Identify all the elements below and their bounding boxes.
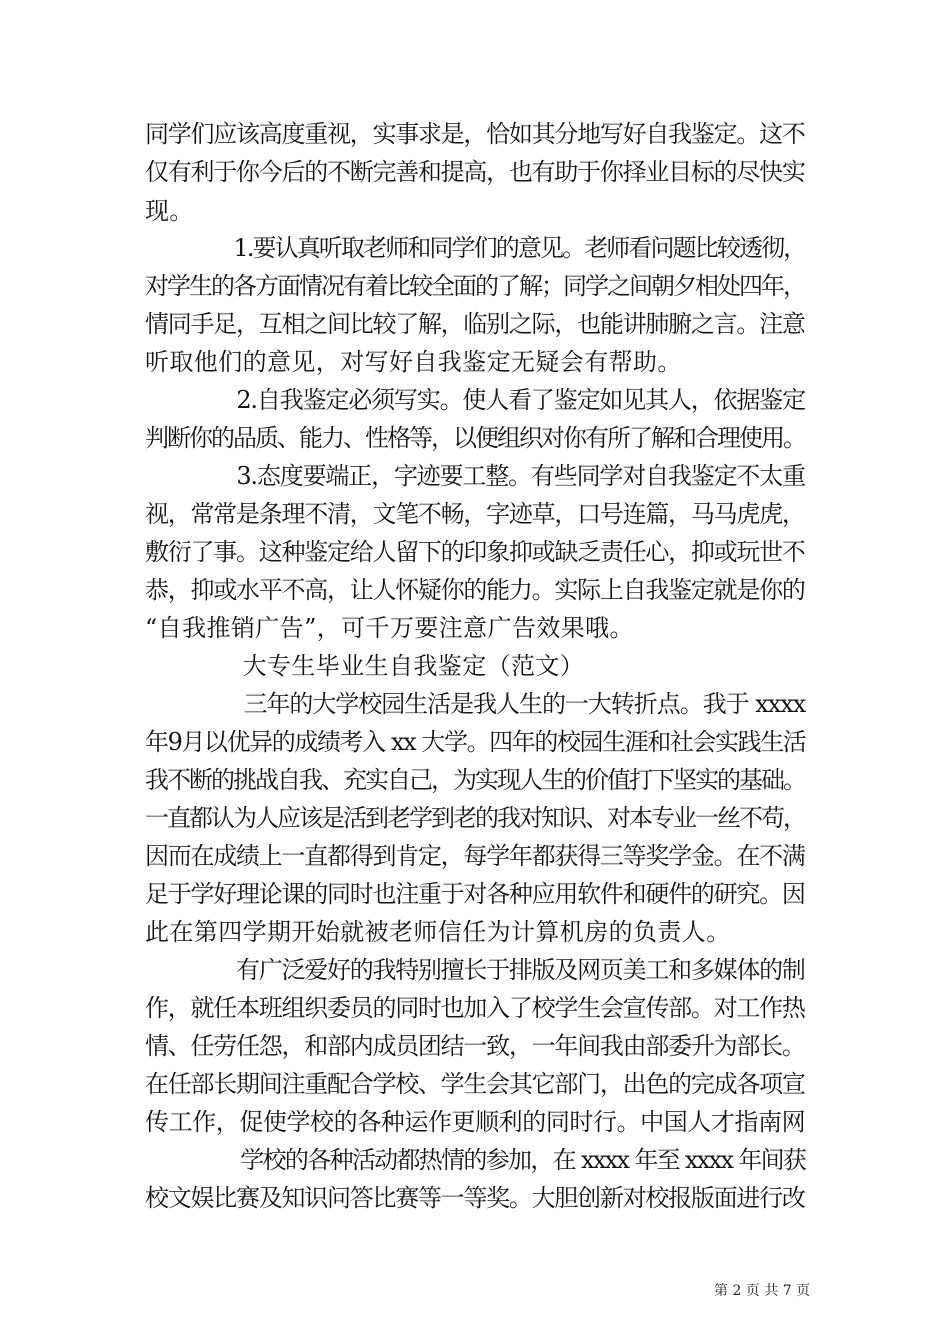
text-line: 年9月以优异的成绩考入 xx 大学。四年的校园生涯和社会实践生活	[145, 728, 806, 756]
text-line: 我不断的挑战自我、充实自己，为实现人生的价值打下坚实的基础。	[145, 766, 805, 794]
text-line: 恭，抑或水平不高，让人怀疑你的能力。实际上自我鉴定就是你的	[145, 576, 805, 604]
text-line: 视，常常是条理不清，文笔不畅，字迹草，口号连篇，马马虎虎，	[145, 500, 805, 528]
text-line: 有广泛爱好的我特别擅长于排版及网页美工和多媒体的制	[145, 956, 805, 984]
text-line: 因而在成绩上一直都得到肯定，每学年都获得三等奖学金。在不满	[145, 842, 805, 870]
text-line: 传工作，促使学校的各种运作更顺利的同时行。中国人才指南网	[145, 1108, 806, 1136]
text-line: 三年的大学校园生活是我人生的一大转折点。我于 xxxx	[145, 690, 806, 718]
text-line: 现。	[145, 197, 194, 225]
text-line: 同学们应该高度重视，实事求是，恰如其分地写好自我鉴定。这不	[145, 120, 805, 148]
text-line: 3.态度要端正，字迹要工整。有些同学对自我鉴定不太重	[145, 462, 805, 490]
text-line: 学校的各种活动都热情的参加，在 xxxx 年至 xxxx 年间获	[145, 1146, 806, 1174]
text-line: 一直都认为人应该是活到老学到老的我对知识、对本专业一丝不苟，	[145, 804, 805, 832]
text-line: 1.要认真听取老师和同学们的意见。老师看问题比较透彻，	[145, 234, 806, 262]
text-line: 此在第四学期开始就被老师信任为计算机房的负责人。	[145, 918, 731, 946]
text-line: 判断你的品质、能力、性格等，以便组织对你有所了解和合理使用。	[145, 424, 805, 452]
text-line: 情同手足，互相之间比较了解，临别之际，也能讲肺腑之言。注意	[145, 310, 805, 338]
text-line: 在任部长期间注重配合学校、学生会其它部门，出色的完成各项宣	[145, 1070, 805, 1098]
text-line: 对学生的各方面情况有着比较全面的了解；同学之间朝夕相处四年，	[145, 272, 805, 300]
text-line: 听取他们的意见，对写好自我鉴定无疑会有帮助。	[145, 348, 682, 376]
section-title: 大专生毕业生自我鉴定（范文）	[145, 652, 585, 680]
text-line: 2.自我鉴定必须写实。使人看了鉴定如见其人，依据鉴定	[145, 386, 805, 414]
page-number: 第 2 页 共 7 页	[714, 1283, 811, 1299]
text-line: 校文娱比赛及知识问答比赛等一等奖。大胆创新对校报版面进行改	[145, 1184, 805, 1212]
text-line: 作，就任本班组织委员的同时也加入了校学生会宣传部。对工作热	[145, 994, 805, 1022]
text-line: 仅有利于你今后的不断完善和提高，也有助于你择业目标的尽快实	[145, 158, 805, 186]
text-line: 足于学好理论课的同时也注重于对各种应用软件和硬件的研究。因	[145, 880, 805, 908]
text-line: “自我推销广告”，可千万要注意广告效果哦。	[145, 614, 634, 642]
text-line: 敷衍了事。这种鉴定给人留下的印象抑或缺乏责任心，抑或玩世不	[145, 538, 805, 566]
text-line: 情、任劳任怨，和部内成员团结一致，一年间我由部委升为部长。	[145, 1032, 805, 1060]
